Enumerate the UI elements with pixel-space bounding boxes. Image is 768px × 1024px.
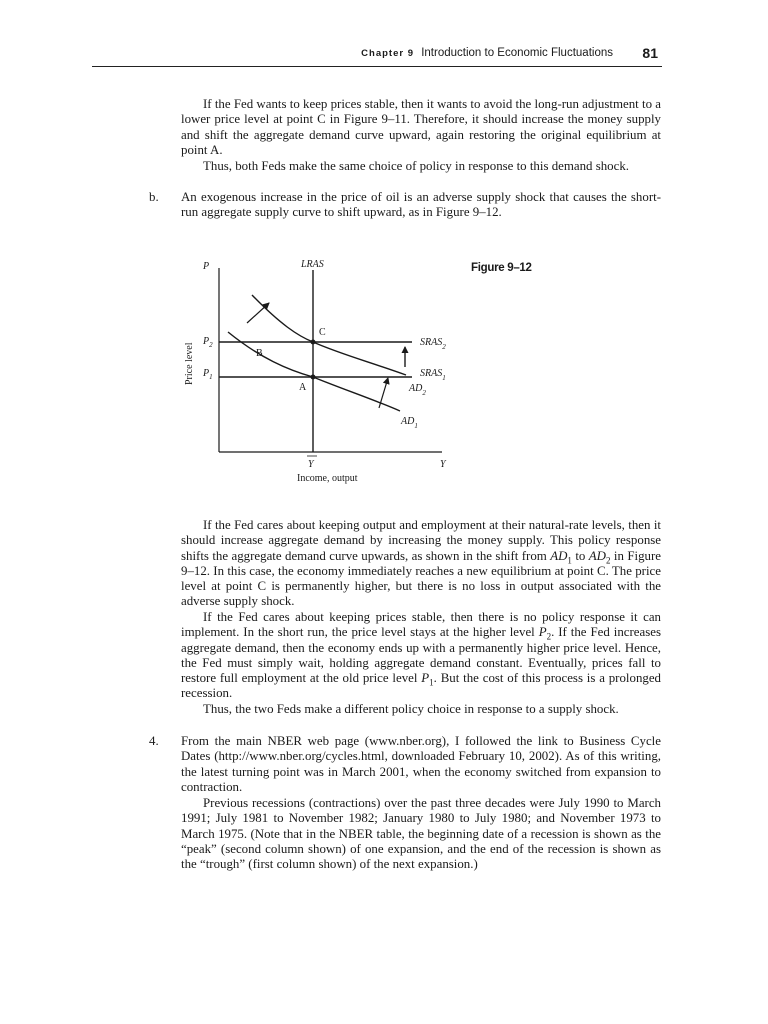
running-header [92,44,662,64]
axis-y-label: Y [440,459,446,470]
item-b-text: An exogenous increase in the price of oil is an adverse supply shock that causes the short-run aggregate supply curve to shift upward, as in Figure 9–12. [181,190,661,220]
point-c-label: C [319,327,326,338]
point-a-label: A [299,382,307,393]
p2-label: $P_2$ [203,336,213,349]
item-4-label: 4. [149,734,159,748]
paragraph-output-policy: If the Fed cares about keeping output and employment at their natural-rate levels, then it should increase aggregate demand by increasing the money supply. This policy response shifts the aggregate demand curve upwards, as shown in the shift from $AD_1$ to $AD_2$ in Figure 9–12. In this case, the economy immediately reaches a new equilibrium at point C. The price level at point C is permanently higher, but there is no loss in output associated with the adverse supply shock. [181,518,661,609]
x-axis-title: Income, output [297,473,358,484]
y-bar-label: Y [308,459,314,470]
paragraph-supply-shock: Thus, the two Feds make a different policy choice in response to a supply shock. [203,702,619,716]
paragraph-demand-shock: Thus, both Feds make the same choice of policy in response to this demand shock. [203,159,630,173]
p1-label: $P_1$ [203,368,213,381]
chapter-title: Introduction to Economic Fluctuations [421,47,613,59]
axis-p-label: P [203,261,210,272]
ad2-label: $AD_2$ [409,383,426,397]
point-b-label: B [256,348,263,359]
paragraph-previous-recessions: Previous recessions (contractions) over the past three decades were July 1990 to March 1991; July 1981 to November 1982; January 1980 to July 1980; and November 1973 to March 1975. (Note that in the NBER table, the beginning date of a recession is shown as the “peak” (second column shown) of one expansion, and the end of the recession is shown as the “trough” (first column shown) of the next expansion.) [181,796,661,872]
y-axis-title: Price level [184,342,195,385]
chapter-label: Chapter 9 [361,48,414,59]
ad1-label: $AD_1$ [401,416,418,430]
page-number: 81 [642,45,658,61]
header-rule [92,66,662,67]
point-c-dot [311,340,316,345]
figure-title: Figure 9–12 [471,262,532,274]
item-4-text: From the main NBER web page (www.nber.org), I followed the link to Business Cycle Dates (http://www.nber.org/cycles.html, downloaded February 10, 2002). As of this writing, the latest turning point was in March 2001, when the economy switched from expansion to contraction. [181,734,661,794]
sras2-label: $SRAS_2$ [420,337,446,351]
paragraph-price-policy: If the Fed cares about keeping prices stable, then there is no policy response it can implement. In the short run, the price level stays at the higher level $P_2$. If the Fed increases aggregate demand, then the economy ends up with a permanently higher price level. Hence, the Fed must simply wait, holding aggregate demand constant. Eventually, prices fall to restore full employment at the old price level $P_1$. But the cost of this process is a prolonged recession. [181,610,661,701]
lras-label: LRAS [301,259,324,270]
item-b-label: b. [149,190,159,204]
sras1-label: $SRAS_1$ [420,368,446,382]
paragraph-fed-price-stable: If the Fed wants to keep prices stable, then it wants to avoid the long-run adjustment to a lower price level at point C in Figure 9–11. Therefore, it should increase the money supply and shift the aggregate demand curve upward, again restoring the original equilibrium at point A. [181,97,661,157]
point-a-dot [311,375,316,380]
figure-9-12-diagram [180,250,470,490]
ad-shift-arrow-left [247,303,269,323]
